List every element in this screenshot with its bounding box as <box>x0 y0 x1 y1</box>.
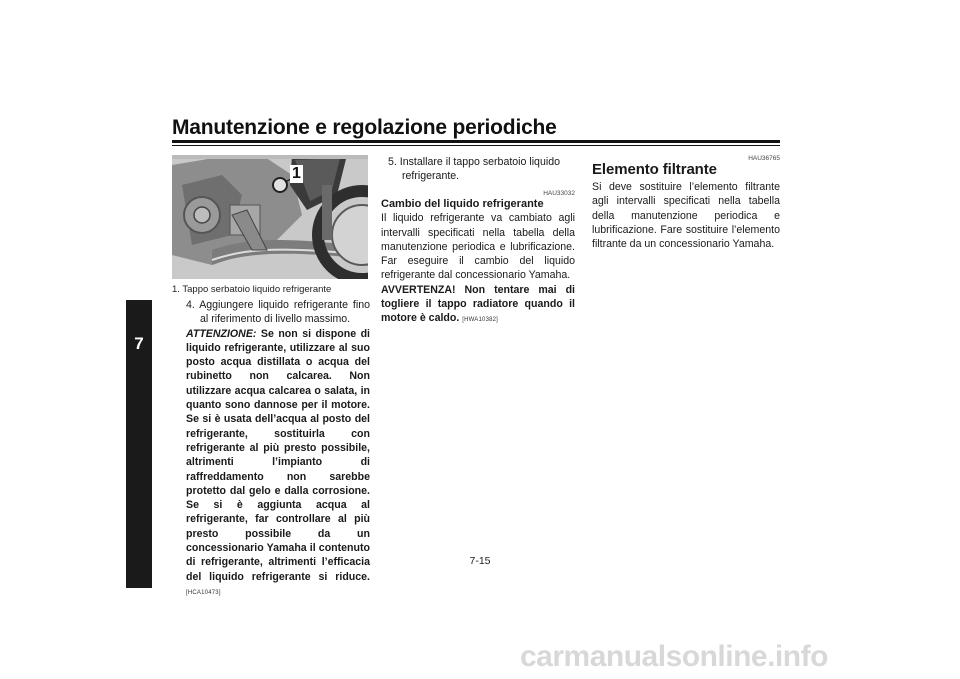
coolant-change-section <box>381 190 575 328</box>
coolant-change-heading: Cambio del liquido refrigerante <box>381 198 544 210</box>
header-rule <box>172 140 780 143</box>
step-4 <box>186 298 370 600</box>
attention-label: ATTENZIONE: <box>186 327 257 340</box>
chapter-number: 7 <box>134 334 144 353</box>
coolant-change-body: Il liquido refrigerante va cambiato agli intervalli specificati nella tabella della manutenzione periodica e lubrificazione. Far eseguire il cambio del liquido refrigerante dal concessionario Yamaha. <box>381 212 575 282</box>
coolant-reservoir-photo <box>172 155 368 279</box>
chapter-tab <box>126 300 152 588</box>
figure-caption: 1. Tappo serbatoio liquido refrigerante <box>172 284 332 295</box>
engine-illustration <box>172 155 368 279</box>
coolant-change-warning-code: [HWA10382] <box>462 317 499 324</box>
watermark-text: carmanualsonline.info <box>520 640 828 673</box>
page-number: 7-15 <box>469 555 491 567</box>
air-filter-code: HAU36765 <box>748 155 780 162</box>
step-5-text: Installare il tappo serbatoio liquido refrigerante. <box>399 156 560 183</box>
step-4-number: 4. <box>186 299 195 311</box>
page-title: Manutenzione e regolazione periodiche <box>172 116 557 139</box>
step-5-number: 5. <box>388 156 397 168</box>
air-filter-heading: Elemento filtrante <box>592 161 717 178</box>
attention-code: [HCA10473] <box>186 589 221 596</box>
step-5 <box>388 155 574 184</box>
coolant-change-code: HAU33032 <box>543 190 575 197</box>
attention-text: Se non si dispone di liquido refrigerante, utilizzare al suo posto acqua distillata o acqua del rubinetto non calcarea. Non utilizzare acqua calcarea o salata, in quanto sono dannose per il motore. Se si è usata dell’acqua al posto del refrigerante, sostituirla con refrigerante al più presto possibile, altrimenti l’impianto di raffreddamento non sarebbe protetto dal gelo e dalla corrosione. Se si è aggiunta acqua al refrigerante, far controllare al più presto possibile da un concessionario Yamaha il contenuto di refrigerante, altrimenti l’efficacia del liquido refrigerante si riduce. <box>186 327 370 583</box>
callout-label: 1 <box>292 165 301 182</box>
step-4-text: Aggiungere liquido refrigerante fino al riferimento di livello massimo. <box>199 299 371 326</box>
header-rule-thin <box>172 145 780 146</box>
air-filter-section <box>592 155 780 251</box>
coolant-change-warning: AVVERTENZA! Non tentare mai di togliere il tappo radiatore quando il motore è caldo. <box>381 283 575 325</box>
air-filter-body: Si deve sostituire l’elemento filtrante agli intervalli specificati nella tabella della manutenzione periodica e lubrificazione. Fare sostituire l’elemento filtrante da un concessionario Yamaha. <box>592 181 780 251</box>
